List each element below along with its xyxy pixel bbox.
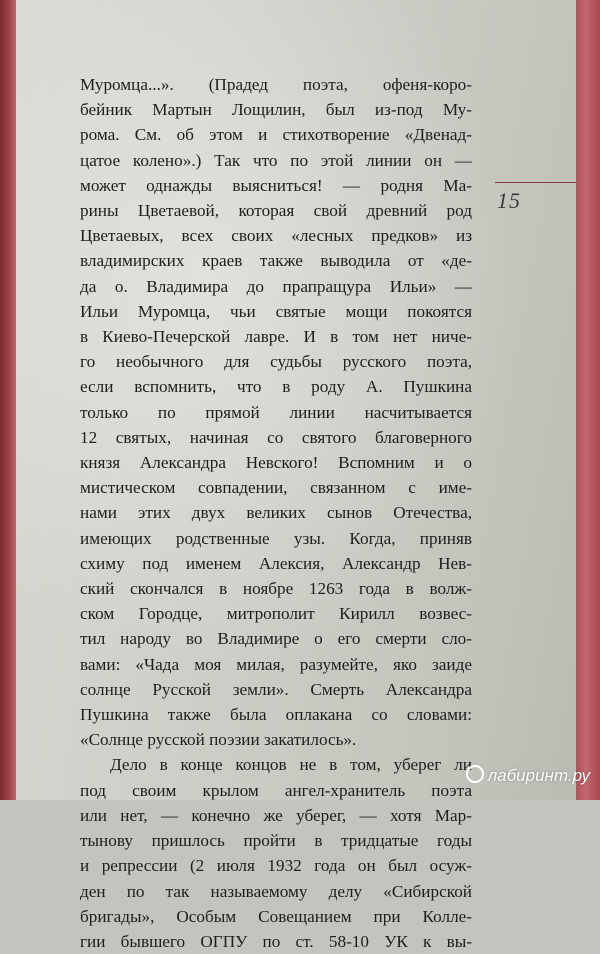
text-line: и репрессии (2 июля 1932 года он был осуж- [80,856,472,876]
text-line: «Солнце русской поэзии закатилось». [80,730,357,750]
text-line: ский скончался в ноябре 1263 года в волж- [80,579,472,599]
text-line: солнце Русской земли». Смерть Александра [80,679,472,699]
text-line: Цветаевых, всех своих «лесных предков» из [80,226,472,246]
text-line: Ильи Муромца, чьи святые мощи покоятся [80,301,472,321]
text-line: 12 святых, начиная со святого благоверного [80,427,472,447]
watermark [466,765,590,786]
text-line: тил народу во Владимире о его смерти сло- [80,629,472,649]
text-line: бригады», Особым Совещанием при Колле- [80,906,472,926]
page-number: 15 [497,188,521,213]
text-line: мистическом совпадении, связанном с име- [80,478,472,498]
text-line: да о. Владимира до прапращура Ильи» — [80,276,472,296]
book-cover-edge [576,0,600,800]
text-line: ден по так называемому делу «Сибирской [80,881,472,901]
text-line: вами: «Чада моя милая, разумейте, яко заиде [80,654,472,674]
text-line: или нет, — конечно же уберег, — хотя Мар- [80,805,472,825]
text-line: го необычного для судьбы русского поэта, [80,352,472,372]
text-line: нами этих двух великих сынов Отечества, [80,503,472,523]
labirint-logo-icon [466,765,484,783]
text-line: владимирских краев также выводила от «де- [80,251,472,271]
text-line: бейник Мартын Лощилин, был из-под Му- [80,100,472,120]
margin-rule [495,182,576,183]
text-line: князя Александра Невского! Вспомним и о [80,453,472,473]
text-line: рома. См. об этом и стихотворение «Двенад- [80,125,472,145]
text-line: ском Городце, митрополит Кирилл возвес- [80,604,472,624]
text-line: тынову пришлось пройти в тридцатые годы [80,831,472,851]
text-line: рины Цветаевой, которая свой древний род [80,201,472,221]
text-line: Дело в конце концов не в том, уберег ли [110,755,472,775]
text-line: может однажды выясниться! — родня Ма- [80,175,472,195]
previous-page-edge [0,0,16,800]
text-line: Пушкина также была оплакана со словами: [80,705,472,725]
text-line: только по прямой линии насчитывается [80,402,472,422]
text-line: в Киево-Печерской лавре. И в том нет ниче- [80,327,472,347]
text-line: цатое колено».) Так что по этой линии он — [80,150,472,170]
text-line: если вспомнить, что в роду А. Пушкина [80,377,472,397]
text-line: под своим крылом ангел-хранитель поэта [80,780,472,800]
text-line: гии бывшего ОГПУ по ст. 58-10 УК к вы- [80,931,472,951]
text-line: Муромца...». (Прадед поэта, офеня-коро- [80,75,472,94]
text-line: имеющих родственные узы. Когда, приняв [80,528,472,548]
text-line: схиму под именем Алексия, Александр Нев- [80,553,472,573]
body-text [80,72,472,954]
watermark-text: лабиринт.ру [487,766,590,785]
